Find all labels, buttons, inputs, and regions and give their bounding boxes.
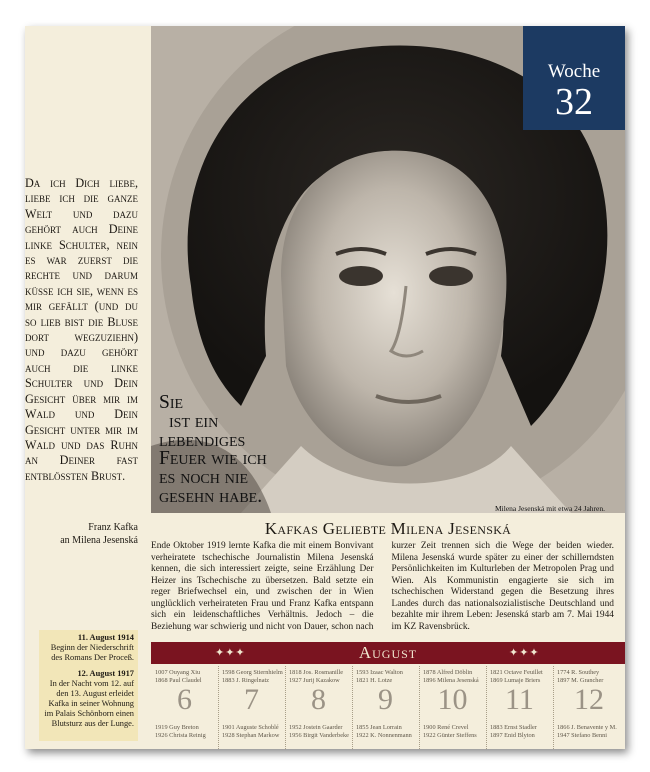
- week-badge: [523, 26, 625, 130]
- birth-entry: 1007 Ouyang Xiu: [155, 669, 201, 676]
- photo-quote-line: Feuer wie ich: [159, 448, 267, 470]
- ornament-stars-right: ✦✦✦: [509, 647, 540, 659]
- photo-quote-line: Sie: [159, 392, 184, 413]
- birth-entry: 1883 J. Ringelnatz: [222, 676, 270, 684]
- note-date: 12. August 1917: [77, 669, 134, 678]
- month-bar: [151, 642, 625, 664]
- calendar-day: [419, 666, 487, 749]
- week-number: 32: [555, 81, 593, 123]
- note-text: In der Nacht vom 12. auf den 13. August erleidet Kafka in seiner Wohnung im Palais Schönborn einen Blutsturz aus der Lunge.: [44, 679, 134, 728]
- photo-caption: Milena Jesenská mit etwa 24 Jahren.: [495, 504, 605, 513]
- day-number: 12: [574, 683, 604, 716]
- day-number: 7: [244, 683, 259, 716]
- calendar-day: [285, 666, 353, 749]
- ornament-stars-left: ✦✦✦: [215, 647, 246, 659]
- birth-entry: 1956 Birgit Vanderbeke: [289, 731, 349, 739]
- calendar-page: [25, 26, 625, 749]
- historical-notes: [39, 630, 138, 741]
- article-body: [151, 541, 614, 633]
- birth-entry: 1868 Paul Claudel: [155, 676, 202, 684]
- calendar-day: [151, 666, 219, 749]
- birth-entry: 1947 Stefano Benni: [557, 731, 608, 739]
- birth-entry: 1928 Stephan Markow: [222, 731, 280, 739]
- birth-entry: 1897 Enid Blyton: [490, 731, 535, 739]
- day-births-bottom: [356, 724, 412, 740]
- birth-entry: 1922 K. Nonnenmann: [356, 731, 412, 739]
- day-number: 11: [505, 683, 534, 716]
- note-date: 11. August 1914: [77, 633, 134, 642]
- article-body-text: Ende Oktober 1919 lernte Kafka die mit einem Bonvivant verheiratete tschechische Journalistin Milena Jesenská kennen, die sich interessiert zeigte, seine Erzählung Der Heizer ins Tschechische zu übersetzen. Bald setzte ein reger Briefwechsel ein, und zwischen der in Wien unglücklich verheirateten Frau und Franz Kafka entspann sich ein leidenschaftliches Verhältnis. Jedoch – die Beziehung war schwierig und nicht von Dauer, schon nach kurzer Zeit trennen sich die Wege der beiden wieder. Milena Jesenská wurde später zu einer der schillerndsten Persönlichkeiten im Kulturleben der Metropolen Prag und Wien. Als Kommunistin engagierte sie sich im tschechischen Widerstand gegen die Besetzung ihres Landes durch das nationalsozialistische Deutschland und bezahlte mir ihrem Leben: Jesenská starb am 7. Mai 1944 im KZ Ravensbrück.: [151, 541, 614, 632]
- note-text: Beginn der Niederschrift des Romans Der Proceß.: [50, 643, 134, 662]
- birth-entry: 1598 Georg Stiernhielm: [222, 669, 283, 676]
- birth-entry: 1952 Jostein Gaarder: [289, 724, 343, 731]
- birth-entry: 1927 Jurij Kazakow: [289, 676, 340, 684]
- birth-entry: 1593 Izaac Walton: [356, 669, 403, 676]
- birth-entry: 1821 Octave Feuillet: [490, 669, 543, 676]
- quote-author: [25, 521, 138, 547]
- birth-entry: 1901 Auguste Schoblé: [222, 724, 279, 731]
- calendar-day: [486, 666, 554, 749]
- birth-entry: 1855 Jean Lorrain: [356, 724, 402, 731]
- birth-entry: 1919 Guy Breton: [155, 724, 199, 731]
- day-number: 8: [311, 683, 326, 716]
- love-quote: Da ich Dich liebe, liebe ich die ganze Welt und dazu gehört auch Deine linke Schulter, nein es war zuerst die rechte und darum küsse ich sie, wenn es mir gefällt (und du so lieb bist die Bluse dort wegzuziehn) und dazu gehört auch die linke Schulter und Dein Gesicht über mir im Wald und Dein Gesicht unter mir im Wald und das Ruhn an Deiner fast entblössten Brust.: [25, 176, 138, 483]
- birth-entry: 1922 Günter Steffens: [423, 731, 477, 739]
- birth-entry: 1900 René Crevel: [423, 724, 469, 731]
- week-label: Woche: [547, 61, 601, 82]
- calendar-day: [553, 666, 625, 749]
- month-name: August: [358, 643, 418, 662]
- quote-author-recipient: an Milena Jesenská: [60, 535, 138, 546]
- photo-quote: [159, 394, 307, 507]
- birth-entry: 1883 Ernst Stadler: [490, 724, 537, 731]
- day-births-bottom: [289, 724, 349, 740]
- note-item: [41, 633, 134, 663]
- day-number: 9: [378, 683, 393, 716]
- photo-quote-line: es noch nie: [159, 467, 249, 489]
- birth-entry: 1774 R. Southey: [557, 669, 600, 676]
- quote-author-name: Franz Kafka: [88, 522, 138, 533]
- birth-entry: 1896 Milena Jesenská: [423, 676, 479, 684]
- birth-entry: 1821 H. Lotze: [356, 676, 393, 684]
- day-number: 6: [177, 683, 192, 716]
- day-births-bottom: [155, 724, 206, 740]
- note-item: [41, 669, 134, 729]
- article-headline: Kafkas Geliebte Milena Jesenská: [264, 519, 512, 538]
- day-number: 10: [437, 683, 468, 716]
- birth-entry: 1878 Alfred Döblin: [423, 669, 473, 676]
- calendar-days: [151, 666, 625, 749]
- calendar-day: [352, 666, 420, 749]
- birth-entry: 1866 J. Benavente y M.: [557, 724, 617, 731]
- photo-quote-line: ist ein: [169, 410, 219, 432]
- photo-quote-line: lebendiges: [159, 429, 246, 451]
- day-births-bottom: [557, 724, 617, 740]
- photo-quote-line: gesehn habe.: [159, 485, 263, 507]
- day-births-bottom: [490, 724, 537, 740]
- birth-entry: 1897 M. Grancher: [557, 676, 604, 684]
- day-births-bottom: [222, 724, 279, 740]
- birth-entry: 1818 Jos. Rosmanille: [289, 669, 344, 676]
- birth-entry: 1926 Christa Reinig: [155, 731, 206, 739]
- day-births-bottom: [423, 724, 477, 740]
- birth-entry: 1869 Lumaje Briers: [490, 676, 541, 684]
- calendar-day: [218, 666, 286, 749]
